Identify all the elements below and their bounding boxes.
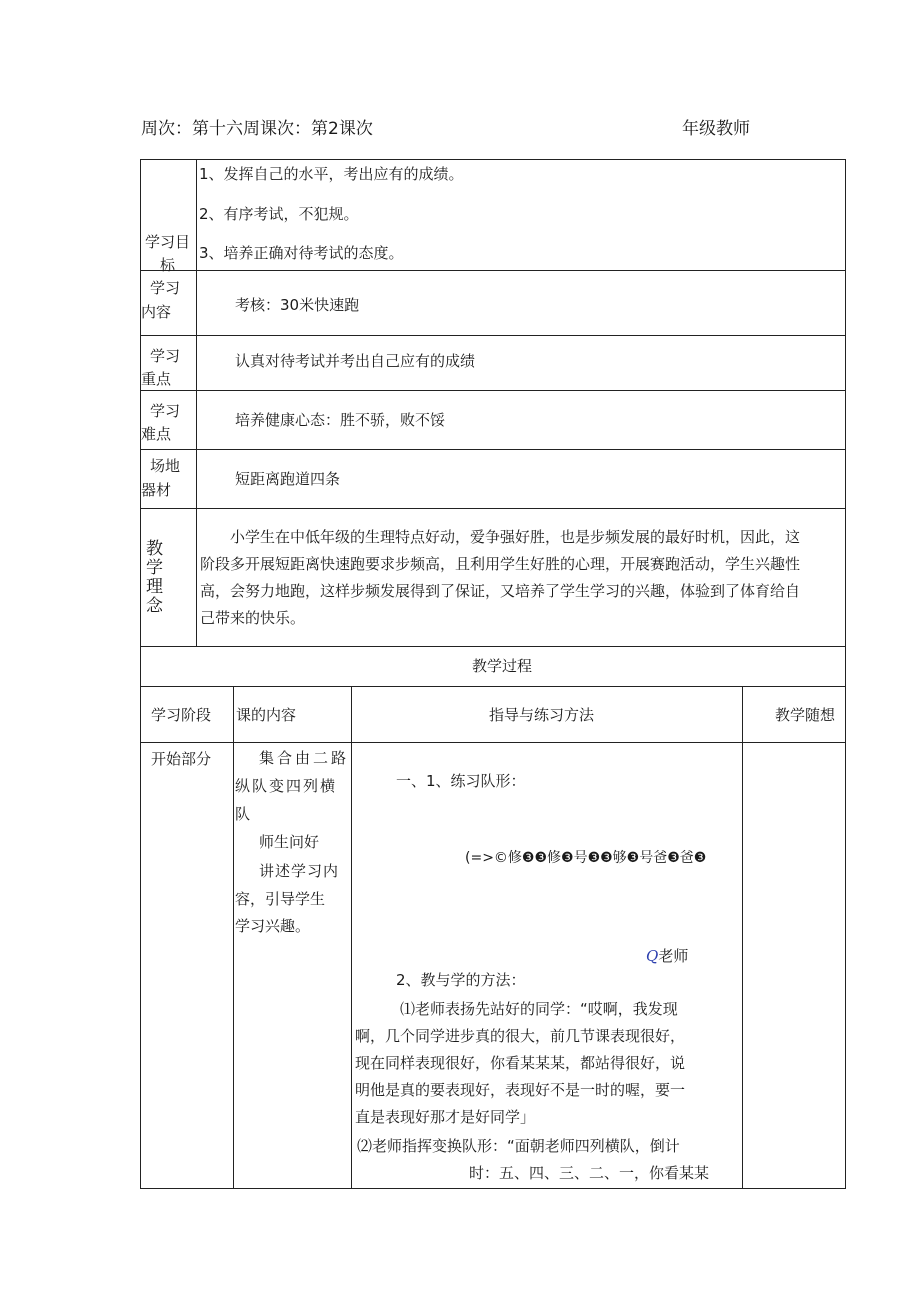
method-line: 直是表现好那才是好同学」 <box>355 1108 536 1126</box>
philosophy-label-char: 学 <box>146 558 163 578</box>
lesson-content-line: 师生问好 <box>259 833 320 851</box>
objective-item: 1、发挥自己的水平，考出应有的成绩。 <box>199 165 464 183</box>
row-divider <box>140 270 846 271</box>
teacher-marker <box>646 946 688 966</box>
guidance-step1: 一、1、练习队形： <box>396 772 526 790</box>
philosophy-line: 小学生在中低年级的生理特点好动，爱争强好胜，也是步频发展的最好时机，因此，这 <box>230 528 801 546</box>
philosophy-line: 高，会努力地跑，这样步频发展得到了保证，又培养了学生学习的兴趣，体验到了体育给自 <box>200 582 801 600</box>
table-right-border <box>845 159 846 1189</box>
grade-teacher-label: 年级教师 <box>682 119 750 139</box>
difficulty-label-cont: 难点 <box>141 425 172 443</box>
objectives-label-cont: 标 <box>160 256 176 274</box>
row-divider <box>140 508 846 509</box>
column-divider <box>233 686 234 1189</box>
method-line: 时：五、四、三、二、一，你看某某 <box>469 1164 710 1182</box>
difficulty-value: 培养健康心态：胜不骄，败不馁 <box>235 411 446 429</box>
key-point-label: 学习 <box>150 347 181 365</box>
difficulty-label: 学习 <box>150 402 181 420</box>
row-divider <box>140 335 846 336</box>
col-header-content: 课的内容 <box>236 706 297 724</box>
venue-label-cont: 器材 <box>141 481 172 499</box>
philosophy-label-char: 教 <box>146 539 163 559</box>
method-line: ⑴老师表扬先站好的同学：“哎啊，我发现 <box>400 1000 678 1018</box>
row-divider <box>140 449 846 450</box>
content-value: 考核：30米快速跑 <box>235 296 360 314</box>
lesson-content-line: 队 <box>235 805 251 823</box>
teacher-label: 老师 <box>658 947 689 965</box>
key-point-label-cont: 重点 <box>141 370 172 388</box>
row-divider <box>140 390 846 391</box>
lesson-content-line: 学习兴趣。 <box>235 917 311 935</box>
stage-label: 开始部分 <box>151 750 212 768</box>
philosophy-line: 阶段多开展短距离快速跑要求步频高，且利用学生好胜的心理，开展赛跑活动，学生兴趣性 <box>200 555 801 573</box>
teacher-position-icon: Q <box>646 947 659 965</box>
guidance-method-2 <box>355 1133 741 1187</box>
philosophy-text <box>200 524 848 632</box>
formation-diagram: (=>©修❸❸修❸号❸❸够❸号爸❸爸❸ <box>465 850 707 866</box>
table-top-border <box>140 159 846 160</box>
table-bottom-border <box>140 1188 846 1189</box>
process-title: 教学过程 <box>472 657 533 675</box>
content-label: 学习 <box>150 279 181 297</box>
lesson-content-line: 讲述学习内 <box>259 862 340 880</box>
objectives-label: 学习目 <box>145 233 191 251</box>
column-divider <box>742 686 743 1189</box>
method-line: ⑵老师指挥变换队形：“面朝老师四列横队，倒计 <box>357 1137 680 1155</box>
venue-value: 短距离跑道四条 <box>235 470 341 488</box>
col-header-stage: 学习阶段 <box>151 706 212 724</box>
col-header-reflection: 教学随想 <box>775 706 836 724</box>
lesson-content-line: 纵队变四列横 <box>235 777 338 795</box>
philosophy-label-char: 念 <box>146 596 163 616</box>
venue-label: 场地 <box>150 457 181 475</box>
method-line: 现在同样表现很好，你看某某某，都站得很好，说 <box>355 1054 686 1072</box>
guidance-method-1 <box>355 996 741 1131</box>
method-line: 啊，几个同学进步真的很大，前几节课表现很好， <box>355 1027 686 1045</box>
lesson-content-line: 容，引导学生 <box>235 890 326 908</box>
guidance-step2: 2、教与学的方法： <box>396 971 526 989</box>
philosophy-line: 己带来的快乐。 <box>200 609 306 627</box>
objective-item: 2、有序考试，不犯规。 <box>199 205 359 223</box>
row-divider <box>140 686 846 687</box>
column-divider <box>351 686 352 1189</box>
label-column-divider <box>196 159 197 646</box>
method-line: 明他是真的要表现好，表现好不是一时的喔，要一 <box>355 1081 686 1099</box>
week-session-label: 周次：第十六周课次：第2课次 <box>141 119 373 139</box>
row-divider <box>140 742 846 743</box>
col-header-guidance: 指导与练习方法 <box>489 706 595 724</box>
objective-item: 3、培养正确对待考试的态度。 <box>199 244 404 262</box>
row-divider <box>140 646 846 647</box>
lesson-content-line: 集合由二路 <box>259 749 350 767</box>
philosophy-label-char: 理 <box>146 577 163 597</box>
content-label-cont: 内容 <box>141 303 172 321</box>
key-point-value: 认真对待考试并考出自己应有的成绩 <box>235 352 476 370</box>
